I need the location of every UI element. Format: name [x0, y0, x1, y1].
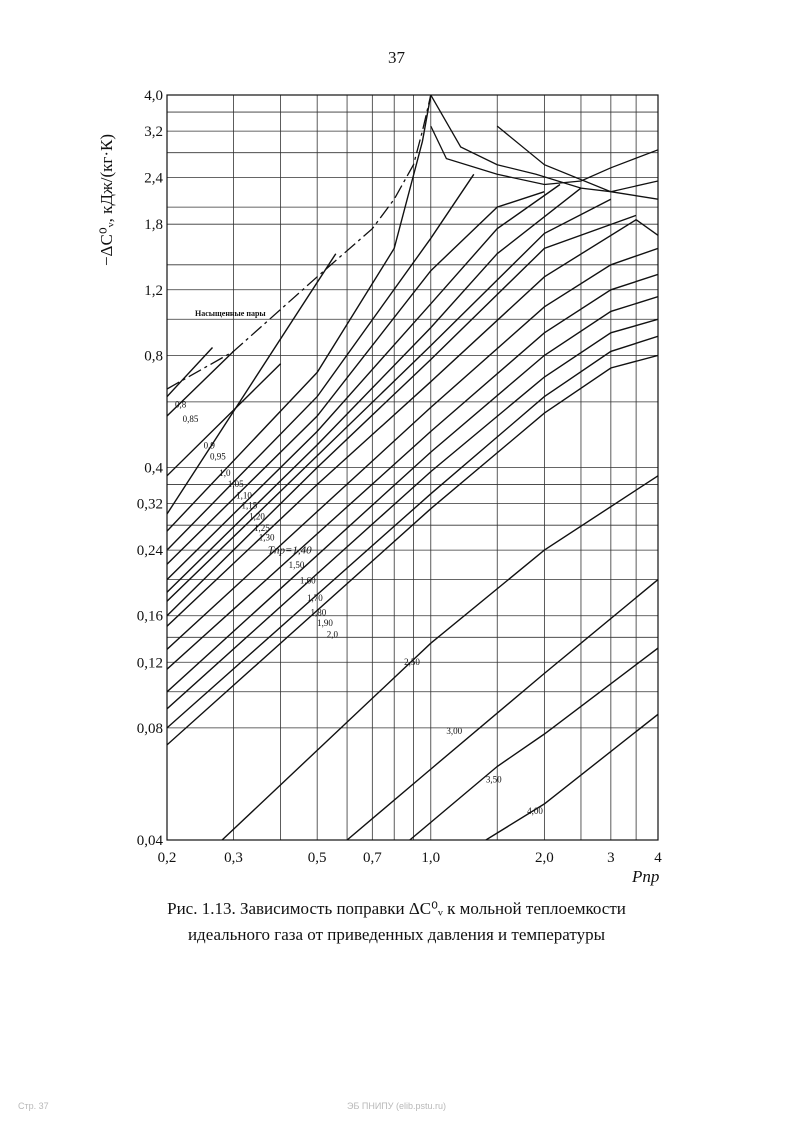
- y-tick-label: 0,08: [136, 720, 163, 737]
- series-label: 1,10: [236, 490, 252, 501]
- x-tick-label: 3: [607, 850, 615, 866]
- y-tick-label: 0,24: [136, 543, 163, 560]
- series-label: 1,05: [227, 478, 244, 489]
- series-label: 1,0: [219, 467, 231, 478]
- x-tick-label: 0,5: [307, 850, 327, 866]
- saturated-annotation: Насыщенные пары: [195, 309, 266, 318]
- series-line: [167, 348, 213, 397]
- x-tick-label: 2,0: [535, 850, 554, 866]
- series-label: 2,0: [326, 629, 338, 640]
- series-label: 1,50: [288, 559, 305, 570]
- series-line: [222, 476, 658, 840]
- series-label: 1,70: [307, 593, 323, 604]
- x-tick-label: 4: [654, 850, 662, 866]
- x-tick-label: 0,2: [157, 850, 177, 866]
- x-tick-label: 0,3: [224, 850, 243, 866]
- series-line: [167, 188, 581, 592]
- chart-series-labels: [175, 399, 543, 816]
- series-label: 0,85: [182, 413, 199, 424]
- y-tick-label: 2,4: [144, 170, 163, 187]
- series-label: 3,50: [485, 774, 502, 785]
- series-label: 1,80: [310, 607, 327, 618]
- footer-library: ЭБ ПНИПУ (elib.pstu.ru): [346, 1101, 447, 1111]
- chart-grid: [167, 95, 658, 840]
- y-tick-label: 4,0: [144, 88, 163, 104]
- series-line: [347, 580, 658, 840]
- series-line: [167, 336, 658, 728]
- caption-line-1: Рис. 1.13. Зависимость поправки ΔC⁰ᵥ к мольной теплоемкости: [167, 899, 626, 918]
- series-label: Tпр=1,40: [267, 544, 312, 557]
- series-label: 1,20: [249, 511, 265, 522]
- series-line: [167, 185, 560, 580]
- series-label: 0,8: [174, 399, 187, 410]
- series-line: [167, 274, 658, 669]
- y-tick-label: 0,16: [136, 608, 163, 625]
- series-label: 4,00: [527, 805, 543, 816]
- series-line: [167, 220, 658, 627]
- figure-caption: [0, 896, 793, 948]
- y-tick-label: 0,8: [144, 348, 163, 365]
- x-tick-label: 0,7: [362, 850, 382, 866]
- y-tick-label: 3,2: [144, 124, 163, 141]
- series-label: 1,30: [258, 532, 275, 543]
- chart-ticks: [137, 88, 663, 866]
- y-tick-label: 1,2: [144, 282, 163, 299]
- y-axis-label: −ΔC⁰ᵥ, кДж/(кг·К): [97, 133, 116, 267]
- y-tick-label: 0,04: [136, 833, 163, 849]
- footer-page: Стр. 37: [18, 1101, 49, 1111]
- series-label: 1,90: [317, 618, 333, 629]
- y-tick-label: 0,32: [136, 496, 163, 513]
- series-line: [486, 714, 658, 840]
- series-label: 0,95: [210, 451, 226, 462]
- y-tick-label: 1,8: [144, 217, 163, 234]
- y-tick-label: 0,4: [144, 460, 163, 477]
- series-label: 1,25: [253, 523, 270, 534]
- series-line: [167, 192, 544, 565]
- x-tick-label: 1,0: [421, 850, 441, 866]
- series-label: 2,50: [404, 656, 420, 667]
- upper-curve: [497, 126, 658, 199]
- series-label: 1,60: [299, 575, 316, 586]
- series-label: 1,15: [241, 500, 258, 511]
- x-axis-label: Pпр: [632, 867, 660, 886]
- series-label: 0,9: [203, 440, 215, 451]
- page-number: 37: [388, 48, 405, 67]
- y-tick-label: 0,12: [136, 655, 163, 672]
- series-line: [167, 215, 636, 615]
- saturation-curve: [167, 95, 431, 389]
- caption-line-2: идеального газа от приведенных давления и температуры: [187, 925, 606, 944]
- series-label: 3,00: [446, 726, 463, 737]
